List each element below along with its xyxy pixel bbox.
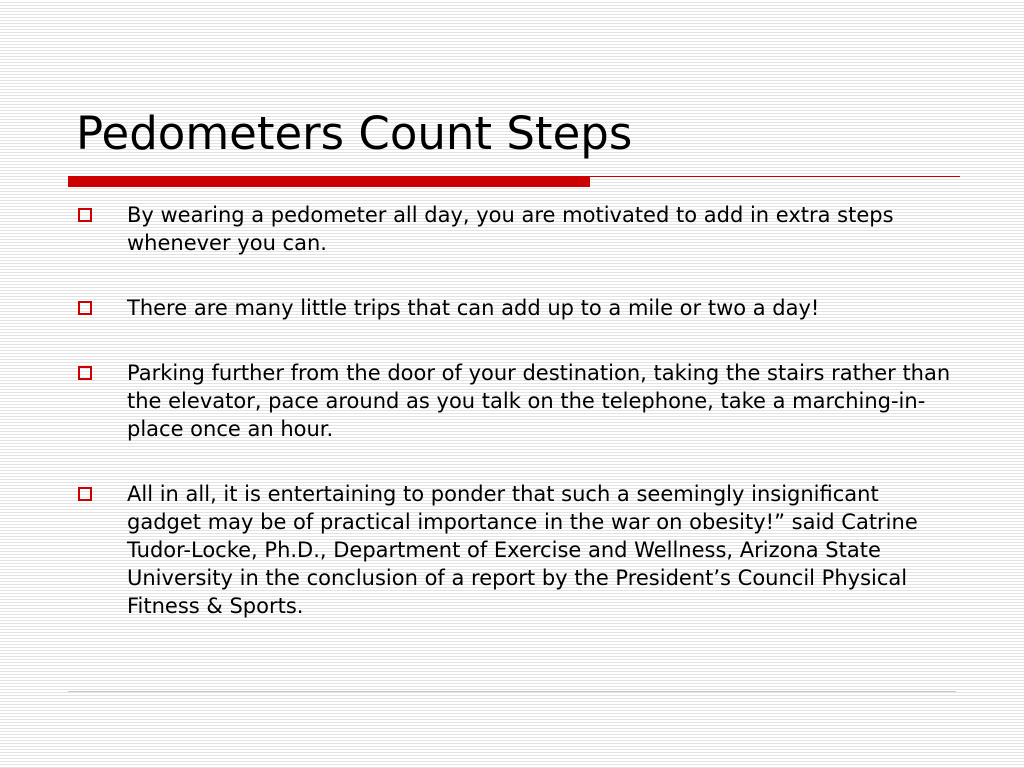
hollow-square-bullet-icon [78, 366, 92, 380]
hollow-square-bullet-icon [78, 301, 92, 315]
title-underline-thin [590, 176, 960, 177]
hollow-square-bullet-icon [78, 487, 92, 501]
bullet-text: By wearing a pedometer all day, you are motivated to add in extra steps whenever you can. [127, 203, 894, 255]
bullet-item [76, 294, 956, 322]
bullet-text: Parking further from the door of your destination, taking the stairs rather than the elevator, pace around as you talk on the telephone, take a marching-in-place once an hour. [127, 361, 951, 441]
slide-title: Pedometers Count Steps [76, 107, 633, 160]
bullet-item [76, 201, 956, 257]
bullet-text: All in all, it is entertaining to ponder that such a seemingly insignificant gadget may be of practical importance in the war on obesity!” said Catrine Tudor-Locke, Ph.D., Department of Exercise and Wellness, Arizona State University in the conclusion of a report by the President’s Council Physical Fitness & Sports. [127, 482, 918, 618]
bullet-item [76, 480, 956, 620]
bottom-divider [68, 691, 956, 692]
title-underline-accent [68, 176, 590, 187]
bullet-item [76, 359, 956, 443]
hollow-square-bullet-icon [78, 208, 92, 222]
bullet-list [76, 201, 956, 657]
bullet-text: There are many little trips that can add up to a mile or two a day! [127, 296, 820, 320]
